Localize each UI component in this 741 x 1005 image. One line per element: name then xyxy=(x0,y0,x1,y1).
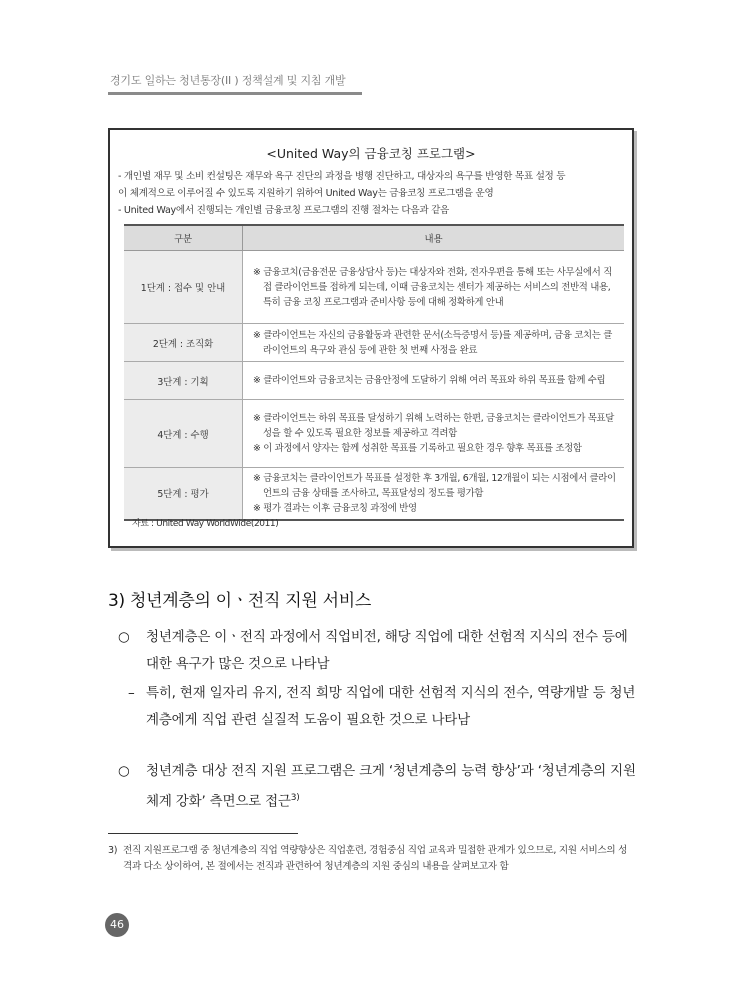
header-rule xyxy=(108,92,362,95)
circle-bullet: ○ xyxy=(118,629,130,645)
table-row xyxy=(124,400,624,468)
column-header-content: 내용 xyxy=(243,225,625,251)
content-item: ※ 클라이언트는 하위 목표를 달성하기 위해 노력하는 한편, 금융코치는 클라이언트가 목표달성을 할 수 있도록 필요한 정보를 제공하고 격려함 xyxy=(253,413,615,439)
box-intro xyxy=(118,168,624,219)
table-row xyxy=(124,362,624,400)
content-cell xyxy=(243,400,625,468)
content-item: ※ 클라이언트와 금융코치는 금융안정에 도달하기 위해 여러 목표와 하위 목표를 함께 수립 xyxy=(253,375,606,386)
running-header: 경기도 일하는 청년통장(II ) 정책설계 및 지침 개발 xyxy=(110,74,346,87)
page-number-badge: 46 xyxy=(105,913,129,937)
paragraph-text: 청년계층은 이ㆍ전직 과정에서 직업비전, 해당 직업에 대한 선험적 지식의 전수 등에 대한 욕구가 많은 것으로 나타남 xyxy=(146,629,628,672)
box-title: <United Way의 금융코칭 프로그램> xyxy=(266,146,476,161)
content-item: ※ 클라이언트는 자신의 금융활동과 관련한 문서(소득증명서 등)를 제공하며, 금융 코치는 클라이언트의 욕구와 관심 등에 관한 첫 번째 사정을 완료 xyxy=(253,329,612,356)
footnote-text: 전직 지원프로그램 중 청년계층의 직업 역량향상은 직업훈련, 경험중심 직업 교육과 밀접한 관계가 있으므로, 지원 서비스의 성격과 다소 상이하여, 본 절에서는 전직과 관련하여 청년계층의 지원 중심의 내용을 살펴보고자 함 xyxy=(123,845,628,872)
section-heading: 3) 청년계층의 이ㆍ전직 지원 서비스 xyxy=(108,591,371,611)
paragraph-circle xyxy=(118,758,642,816)
paragraph-dash xyxy=(128,680,642,734)
table-header-row xyxy=(124,225,624,251)
footnote-mark: 3) xyxy=(108,845,118,856)
content-item: ※ 금융코치(금융전문 금융상담사 등)는 대상자와 전화, 전자우편을 통해 또는 사무실에서 직접 클라이언트를 접하게 되는데, 이때 금융코치는 센터가 제공하는 서비스의 전반적 내용, 특히 금융 코칭 프로그램과 준비사항 등에 대해 정확하게 안내 xyxy=(253,266,612,308)
process-table xyxy=(124,224,624,521)
box-source: 자료 : United Way WorldWide(2011) xyxy=(132,519,279,529)
column-header-category: 구분 xyxy=(124,225,243,251)
content-cell xyxy=(243,251,625,324)
paragraph-text xyxy=(118,758,642,816)
footnote xyxy=(108,843,636,875)
circle-bullet: ○ xyxy=(118,763,130,779)
content-item: ※ 이 과정에서 양자는 함께 성취한 목표를 기록하고 필요한 경우 향후 목표를 조정함 xyxy=(253,443,582,454)
stage-cell: 1단계 : 접수 및 안내 xyxy=(124,251,243,324)
content-cell xyxy=(243,468,625,520)
table-row xyxy=(124,251,624,324)
intro-line: 이 체계적으로 이루어질 수 있도록 지원하기 위하여 United Way는 금융코칭 프로그램을 운영 xyxy=(118,188,494,199)
intro-line: - 개인별 재무 및 소비 컨설팅은 재무와 욕구 진단의 과정을 병행 진단하고, 대상자의 욕구를 반영한 목표 설정 등 xyxy=(118,171,566,182)
paragraph-text: 특히, 현재 일자리 유지, 전직 희망 직업에 대한 선험적 지식의 전수, 역량개발 등 청년계층에게 직업 관련 실질적 도움이 필요한 것으로 나타남 xyxy=(146,685,636,728)
content-item: ※ 금융코치는 클라이언트가 목표를 설정한 후 3개월, 6개월, 12개월이 되는 시점에서 클라이언트의 금융 상태를 조사하고, 목표달성의 정도를 평가함 xyxy=(253,472,616,499)
paragraph-text-body: 청년계층 대상 전직 지원 프로그램은 크게 ‘청년계층의 능력 향상’과 ‘청년계층의 지원 체계 강화’ 측면으로 접근 xyxy=(146,763,636,810)
intro-line: - United Way에서 진행되는 개인별 금융코칭 프로그램의 진행 절차는 다음과 같음 xyxy=(118,205,449,216)
stage-cell: 2단계 : 조직화 xyxy=(124,324,243,362)
dash-bullet: – xyxy=(128,685,135,701)
stage-cell: 3단계 : 기획 xyxy=(124,362,243,400)
footnote-rule xyxy=(108,833,298,834)
content-item: ※ 평가 결과는 이후 금융코칭 과정에 반영 xyxy=(253,502,417,514)
stage-cell: 4단계 : 수행 xyxy=(124,400,243,468)
table-row xyxy=(124,468,624,520)
footnote-reference[interactable]: 3) xyxy=(290,793,300,803)
content-cell xyxy=(243,362,625,400)
info-box xyxy=(108,128,634,548)
paragraph-circle xyxy=(118,624,642,678)
content-cell xyxy=(243,324,625,362)
table-row xyxy=(124,324,624,362)
stage-cell: 5단계 : 평가 xyxy=(124,468,243,520)
